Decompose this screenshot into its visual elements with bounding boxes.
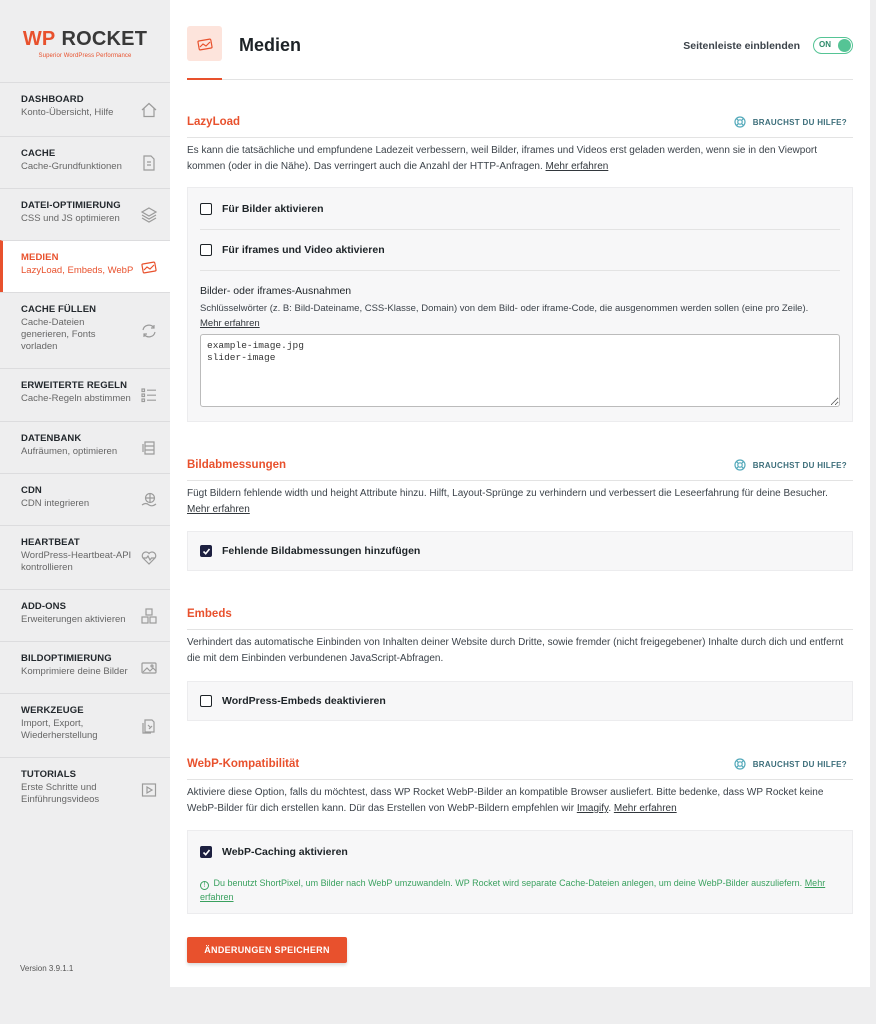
option-webp-caching[interactable] — [200, 846, 348, 858]
page-title: Medien — [239, 35, 302, 55]
sidebar-item-title: MEDIEN — [21, 252, 59, 263]
sidebar-item-add-ons[interactable] — [0, 589, 170, 641]
checkbox-checked[interactable] — [200, 846, 212, 858]
database-icon — [140, 439, 158, 457]
tools-icon — [140, 717, 158, 735]
section-title: LazyLoad — [187, 116, 241, 128]
video-icon — [140, 781, 158, 799]
sidebar-toggle[interactable] — [813, 37, 853, 54]
more-link[interactable]: Mehr erfahren — [613, 803, 677, 814]
description-text: Aktiviere diese Option, falls du möchtest, dass WP Rocket WebP-Bilder an kompatible Browser ausliefert. Bitte bedenke, dass WP Rocket keine WebP-Bilder für dich erstellen kann. Dür das Erstellen von WebP-Bildern empfehlen wir — [187, 787, 824, 814]
sidebar-item-subtitle: Erste Schritte und Einführungsvideos — [21, 782, 100, 805]
webp-section — [187, 754, 853, 817]
divider — [200, 270, 840, 271]
header-accent-line — [187, 78, 222, 80]
sidebar-item-title: BILDOPTIMIERUNG — [21, 653, 112, 664]
description-text: Fügt Bildern fehlende width und height Attribute hinzu. Hilft, Layout-Sprünge zu verhindern und verbessert die Leseerfahrung für deine Besucher. — [187, 488, 828, 499]
section-description: Aktiviere diese Option, falls du möchtest, dass WP Rocket WebP-Bilder an kompatible Browser ausliefert. Bitte bedenke, dass WP Rocket keine WebP-Bilder für dich erstellen kann. Dür das Erstellen von WebP-Bildern empfehlen wir Imagify. Mehr erfahren — [187, 787, 824, 814]
wp-rocket-logo[interactable] — [0, 0, 170, 82]
sidebar-item-title: HEARTBEAT — [21, 537, 80, 548]
list-icon — [140, 386, 158, 404]
exclusions-description — [200, 301, 840, 331]
lazyload-section — [187, 112, 853, 175]
sidebar-item-title: DATENBANK — [21, 433, 82, 444]
checkbox[interactable] — [200, 695, 212, 707]
media-icon — [187, 26, 222, 61]
sidebar-item-subtitle: Aufräumen, optimieren — [21, 446, 118, 457]
webp-options — [187, 830, 853, 914]
toggle-state: ON — [819, 40, 831, 49]
sidebar-item-cdn[interactable] — [0, 473, 170, 525]
sidebar-item-bildoptimierung[interactable] — [0, 641, 170, 693]
lifebuoy-icon — [734, 459, 746, 471]
exclusions-textarea[interactable] — [200, 334, 840, 407]
addons-icon — [140, 607, 158, 625]
imagify-link[interactable]: Imagify — [576, 803, 609, 814]
page-header — [187, 26, 853, 80]
exclusions-description-text: Schlüsselwörter (z. B: Bild-Dateiname, CSS-Klasse, Domain) von dem Bild- oder iframe-Code, die ausgenommen werden sollen (eine pro Zeile). — [200, 303, 809, 314]
sidebar-item-title: TUTORIALS — [21, 769, 77, 780]
sidebar-item-subtitle: Komprimiere deine Bilder — [21, 666, 128, 677]
sidebar-item-tutorials[interactable] — [0, 757, 170, 821]
sidebar-toggle-label: Seitenleiste einblenden — [683, 40, 800, 52]
option-label: WebP-Caching aktivieren — [222, 846, 348, 858]
sidebar-item-title: ADD-ONS — [21, 601, 67, 612]
checkbox-checked[interactable] — [200, 545, 212, 557]
embeds-options — [187, 681, 853, 721]
embeds-section — [187, 604, 853, 667]
section-title: WebP-Kompatibilität — [187, 758, 300, 770]
sidebar-item-datei-optimierung[interactable] — [0, 188, 170, 240]
checkbox[interactable] — [200, 244, 212, 256]
help-link[interactable] — [734, 116, 847, 128]
option-label: WordPress-Embeds deaktivieren — [222, 695, 386, 707]
check-icon — [202, 547, 211, 556]
cdn-icon — [140, 491, 158, 509]
version-label: Version 3.9.1.1 — [20, 964, 74, 973]
logo-tagline: Superior WordPress Performance — [38, 52, 132, 59]
sidebar-item-dashboard[interactable] — [0, 82, 170, 136]
section-description — [187, 486, 853, 518]
file-icon — [140, 154, 158, 172]
help-label: BRAUCHST DU HILFE? — [752, 759, 847, 769]
option-image-dimensions[interactable] — [200, 545, 420, 557]
logo-rocket: ROCKET — [61, 27, 148, 50]
dimensions-options — [187, 531, 853, 571]
sidebar-item-title: CDN — [21, 485, 42, 496]
sidebar-item-title: CACHE FÜLLEN — [21, 304, 97, 315]
info-icon: ! — [200, 881, 209, 890]
sidebar-item-cache-fuellen[interactable] — [0, 292, 170, 368]
notice-text: Du benutzt ShortPixel, um Bilder nach WebP umzuwandeln. WP Rocket wird separate Cache-Dateien anlegen, um deine WebP-Bilder auszuliefern. — [213, 878, 803, 888]
sidebar-item-subtitle: Konto-Übersicht, Hilfe — [21, 107, 114, 118]
sidebar-item-erweiterte-regeln[interactable] — [0, 368, 170, 421]
sidebar-item-subtitle: LazyLoad, Embeds, WebP — [21, 265, 134, 276]
option-disable-embeds[interactable] — [200, 695, 386, 707]
divider — [200, 229, 840, 230]
sidebar-item-title: DATEI-OPTIMIERUNG — [21, 200, 121, 211]
description-text: Es kann die tatsächliche und empfundene Ladezeit verbessern, weil Bilder, iframes und Videos erst geladen werden, wenn sie in den Viewport kommen (oder in die Nähe). Das verringert auch die Anzahl der HTTP-Anfragen. — [187, 145, 818, 172]
sidebar-item-title: WERKZEUGE — [21, 705, 84, 716]
home-icon — [140, 101, 158, 119]
sidebar-item-subtitle: Cache-Regeln abstimmen — [21, 393, 131, 404]
lazyload-options — [187, 187, 853, 422]
logo-wp: WP — [22, 27, 56, 50]
dimensions-section — [187, 455, 853, 518]
help-link[interactable] — [734, 758, 847, 770]
sidebar-item-title: DASHBOARD — [21, 94, 84, 105]
sidebar — [0, 0, 170, 1024]
main-content — [170, 0, 870, 987]
media-icon — [140, 258, 158, 276]
sidebar-item-heartbeat[interactable] — [0, 525, 170, 589]
section-description: Verhindert das automatische Einbinden von Inhalten deiner Website durch Dritte, sowie fremder (nicht freigegebener) Inhalte durch dich und entfernt die mit dem Einbinden verbundenen JavaScript-Abfragen. — [187, 637, 844, 664]
sidebar-item-subtitle: CDN integrieren — [21, 498, 90, 509]
exclusions-title: Bilder- oder iframes-Ausnahmen — [200, 285, 352, 297]
option-label: Für Bilder aktivieren — [222, 203, 324, 215]
sidebar-item-datenbank[interactable] — [0, 421, 170, 473]
help-label: BRAUCHST DU HILFE? — [752, 117, 847, 127]
sidebar-item-subtitle: Cache-Grundfunktionen — [21, 161, 122, 172]
sidebar-item-title: ERWEITERTE REGELN — [21, 380, 128, 391]
help-link[interactable] — [734, 459, 847, 471]
option-label: Für iframes und Video aktivieren — [222, 244, 385, 256]
refresh-icon — [140, 322, 158, 340]
sidebar-item-medien[interactable] — [0, 240, 170, 292]
section-description — [187, 143, 853, 175]
more-link[interactable]: Mehr erfahren — [187, 504, 250, 515]
more-link[interactable]: Mehr erfahren — [545, 161, 609, 172]
sidebar-item-subtitle: WordPress-Heartbeat-API kontrollieren — [21, 550, 132, 573]
sidebar-item-subtitle: CSS und JS optimieren — [21, 213, 120, 224]
lifebuoy-icon — [734, 758, 746, 770]
more-link[interactable]: Mehr erfahren — [200, 878, 826, 902]
toggle-knob — [838, 39, 851, 52]
heartbeat-icon — [140, 549, 158, 567]
option-label: Fehlende Bildabmessungen hinzufügen — [222, 545, 421, 557]
sidebar-item-title: CACHE — [21, 148, 56, 159]
layers-icon — [140, 206, 158, 224]
checkbox[interactable] — [200, 203, 212, 215]
webp-notice — [200, 876, 840, 904]
option-lazyload-images[interactable] — [200, 203, 324, 215]
help-label: BRAUCHST DU HILFE? — [752, 460, 847, 470]
sidebar-item-werkzeuge[interactable] — [0, 693, 170, 757]
section-title: Bildabmessungen — [187, 459, 287, 471]
save-changes-button[interactable]: ÄNDERUNGEN SPEICHERN — [187, 937, 347, 963]
option-lazyload-iframes[interactable] — [200, 244, 385, 256]
section-title: Embeds — [187, 608, 232, 620]
sidebar-item-subtitle: Erweiterungen aktivieren — [21, 614, 126, 625]
sidebar-item-subtitle: Cache-Dateien generieren, Fonts vorladen — [21, 317, 96, 352]
lifebuoy-icon — [734, 116, 746, 128]
sidebar-item-cache[interactable] — [0, 136, 170, 188]
image-optimize-icon — [140, 659, 158, 677]
check-icon — [202, 848, 211, 857]
sidebar-item-subtitle: Import, Export, Wiederherstellung — [21, 718, 98, 741]
more-link[interactable]: Mehr erfahren — [200, 318, 260, 329]
